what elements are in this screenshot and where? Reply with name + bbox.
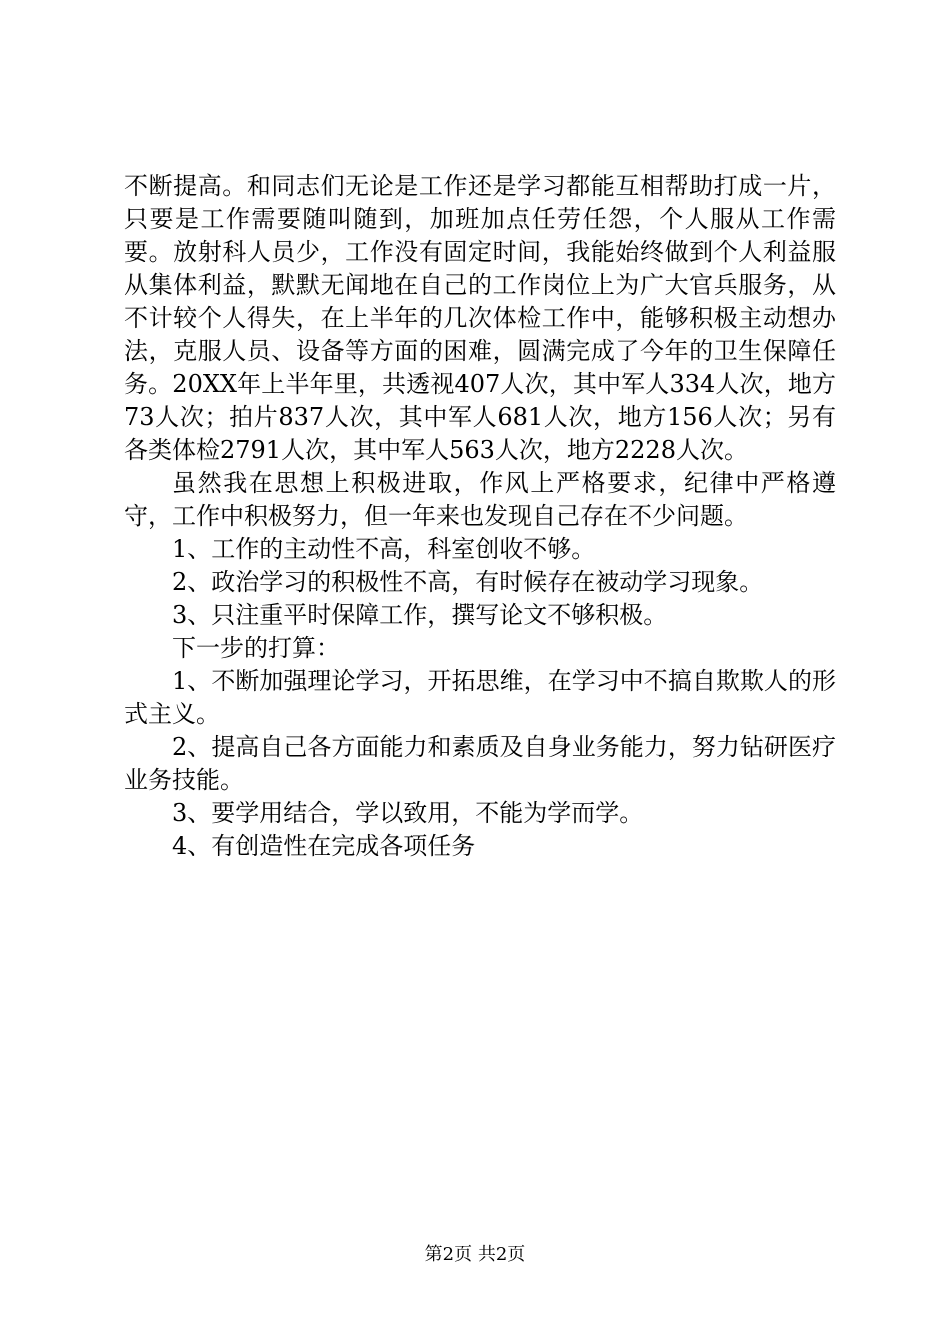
- problem-item-2: 2、政治学习的积极性不高，有时候存在被动学习现象。: [172, 568, 764, 596]
- problem-item-1: 1、工作的主动性不高，科室创收不够。: [172, 535, 596, 563]
- plan-item-3: 3、要学用结合，学以致用，不能为学而学。: [172, 799, 644, 827]
- plan-item-4: 4、有创造性在完成各项任务: [172, 832, 476, 860]
- document-body: [124, 170, 836, 863]
- plan-item-2: 2、提高自己各方面能力和素质及自身业务能力，努力钻研医疗业务技能。: [124, 733, 836, 794]
- plan-heading: 下一步的打算：: [172, 634, 340, 662]
- problem-item-3: 3、只注重平时保障工作，撰写论文不够积极。: [172, 601, 668, 629]
- paragraph-problems-intro: 虽然我在思想上积极进取，作风上严格要求，纪律中严格遵守，工作中积极努力，但一年来也发现自己存在不少问题。: [124, 469, 836, 530]
- paragraph-continuation: 不断提高。和同志们无论是工作还是学习都能互相帮助打成一片，只要是工作需要随叫随到，加班加点任劳任怨，个人服从工作需要。放射科人员少，工作没有固定时间，我能始终做到个人利益服从集体利益，默默无闻地在自己的工作岗位上为广大官兵服务，从不计较个人得失，在上半年的几次体检工作中，能够积极主动想办法，克服人员、设备等方面的困难，圆满完成了今年的卫生保障任务。20XX年上半年里，共透视407人次，其中军人334人次，地方73人次；拍片837人次，其中军人681人次，地方156人次；另有各类体检2791人次，其中军人563人次，地方2228人次。: [124, 172, 836, 464]
- plan-item-1: 1、不断加强理论学习，开拓思维，在学习中不搞自欺欺人的形式主义。: [124, 667, 836, 728]
- page-number-footer: 第2页 共2页: [424, 1244, 526, 1265]
